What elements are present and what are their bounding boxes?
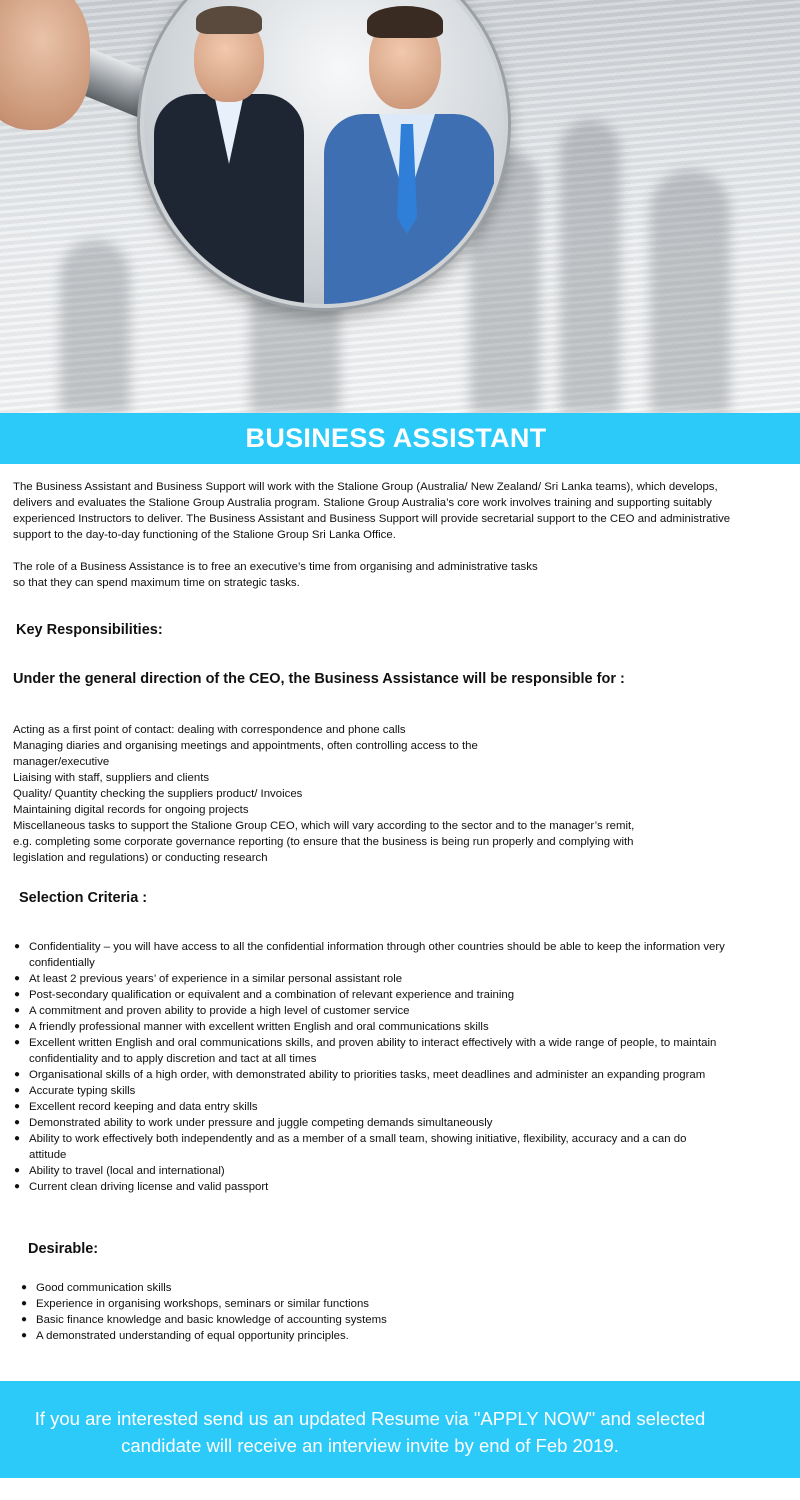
background-person	[650, 170, 730, 413]
bullet-icon: ●	[14, 989, 21, 1000]
list-item: ● Demonstrated ability to work under pressure and juggle competing demands simultaneously	[14, 1117, 493, 1129]
key-responsibilities-heading: Key Responsibilities:	[16, 622, 163, 638]
bullet-icon: ●	[14, 1037, 21, 1048]
text-line: support to the day-to-day functioning of the Stalione Group Sri Lanka Office.	[13, 529, 396, 541]
bullet-icon: ●	[14, 1005, 21, 1016]
magnifying-glass-lens	[140, 0, 508, 308]
list-item: ● A friendly professional manner with excellent written English and oral communications skills	[14, 1021, 489, 1033]
list-item: ● Organisational skills of a high order, with demonstrated ability to priorities tasks, meet deadlines and administer an expanding program	[14, 1069, 706, 1081]
desirable-heading: Desirable:	[28, 1241, 99, 1257]
role-paragraph	[13, 559, 538, 591]
cta-banner	[0, 1381, 800, 1478]
list-item: ● Accurate typing skills	[14, 1085, 136, 1097]
list-item: manager/executive	[13, 756, 110, 768]
page-title: BUSINESS ASSISTANT	[245, 423, 547, 453]
bullet-icon: ●	[14, 1101, 21, 1112]
bullet-icon: ●	[14, 941, 21, 952]
desirable-list	[0, 1280, 760, 1344]
background-person	[60, 240, 130, 413]
bullet-icon: ●	[14, 1165, 21, 1176]
list-item: ● Confidentiality – you will have access to all the confidential information through other countries should be able to keep the information very confidentially	[14, 941, 725, 969]
hand	[0, 0, 90, 130]
text-line: experienced Instructors to deliver. The Business Assistant and Business Support will provide secretarial support to the CEO and administrative	[13, 513, 731, 525]
bullet-icon: ●	[14, 1069, 21, 1080]
text-line: so that they can spend maximum time on strategic tasks.	[13, 577, 300, 589]
list-item: ● Ability to travel (local and international)	[14, 1165, 225, 1177]
list-item: ● Ability to work effectively both independently and as a member of a small team, showing initiative, flexibility, accuracy and a can do attitude	[14, 1133, 687, 1161]
list-item: ● Basic finance knowledge and basic knowledge of accounting systems	[21, 1314, 387, 1326]
list-item: Miscellaneous tasks to support the Stalione Group CEO, which will vary according to the sector and to the manager’s remit,	[13, 820, 635, 832]
list-item: ● A commitment and proven ability to provide a high level of customer service	[14, 1005, 410, 1017]
list-item: e.g. completing some corporate governance reporting (to ensure that the business is being run properly and complying with	[13, 836, 634, 848]
list-item: ● Current clean driving license and valid passport	[14, 1181, 269, 1193]
responsibilities-subheading: Under the general direction of the CEO, the Business Assistance will be responsible for :	[13, 671, 625, 687]
bullet-icon: ●	[21, 1298, 28, 1309]
text-line: The Business Assistant and Business Support will work with the Stalione Group (Australia/ New Zealand/ Sri Lanka teams), which develops,	[13, 481, 718, 493]
list-item: Maintaining digital records for ongoing projects	[13, 804, 249, 816]
bullet-icon: ●	[14, 1021, 21, 1032]
cta-text: If you are interested send us an updated Resume via "APPLY NOW" and selected candidate will receive an interview invite by end of Feb 2019.	[34, 1408, 706, 1456]
list-item: ● Good communication skills	[21, 1282, 172, 1294]
intro-paragraph	[13, 479, 730, 543]
hero-image	[0, 0, 800, 413]
list-item: ● Excellent written English and oral communications skills, and proven ability to interact effectively with a wide range of people, to maintain confidentiality and to apply discretion and tact at all times	[14, 1037, 717, 1065]
text-line: The role of a Business Assistance is to free an executive’s time from organising and administrative tasks	[13, 561, 538, 573]
text-line: delivers and evaluates the Stalione Group Australia program. Stalione Group Australia’s core work involves training and supporting suitably	[13, 497, 712, 509]
bullet-icon: ●	[14, 1133, 21, 1144]
list-item: Liaising with staff, suppliers and clients	[13, 772, 210, 784]
bullet-icon: ●	[21, 1282, 28, 1293]
list-item: ● Experience in organising workshops, seminars or similar functions	[21, 1298, 370, 1310]
bullet-icon: ●	[14, 1085, 21, 1096]
list-item: ● A demonstrated understanding of equal opportunity principles.	[21, 1330, 349, 1342]
selection-criteria-list	[0, 939, 760, 1195]
list-item: legislation and regulations) or conducting research	[13, 852, 268, 864]
title-band	[0, 413, 800, 464]
responsibilities-list	[13, 722, 634, 866]
bullet-icon: ●	[14, 1181, 21, 1192]
bullet-icon: ●	[21, 1314, 28, 1325]
list-item: ● Excellent record keeping and data entry skills	[14, 1101, 258, 1113]
list-item: Quality/ Quantity checking the suppliers product/ Invoices	[13, 788, 303, 800]
background-person	[560, 120, 620, 413]
selection-criteria-heading: Selection Criteria :	[19, 890, 148, 906]
list-item: ● At least 2 previous years’ of experience in a similar personal assistant role	[14, 973, 403, 985]
bullet-icon: ●	[14, 973, 21, 984]
list-item: ● Post-secondary qualification or equivalent and a combination of relevant experience and training	[14, 989, 515, 1001]
list-item: Acting as a first point of contact: dealing with correspondence and phone calls	[13, 724, 406, 736]
bullet-icon: ●	[21, 1330, 28, 1341]
bullet-icon: ●	[14, 1117, 21, 1128]
list-item: Managing diaries and organising meetings and appointments, often controlling access to the	[13, 740, 478, 752]
